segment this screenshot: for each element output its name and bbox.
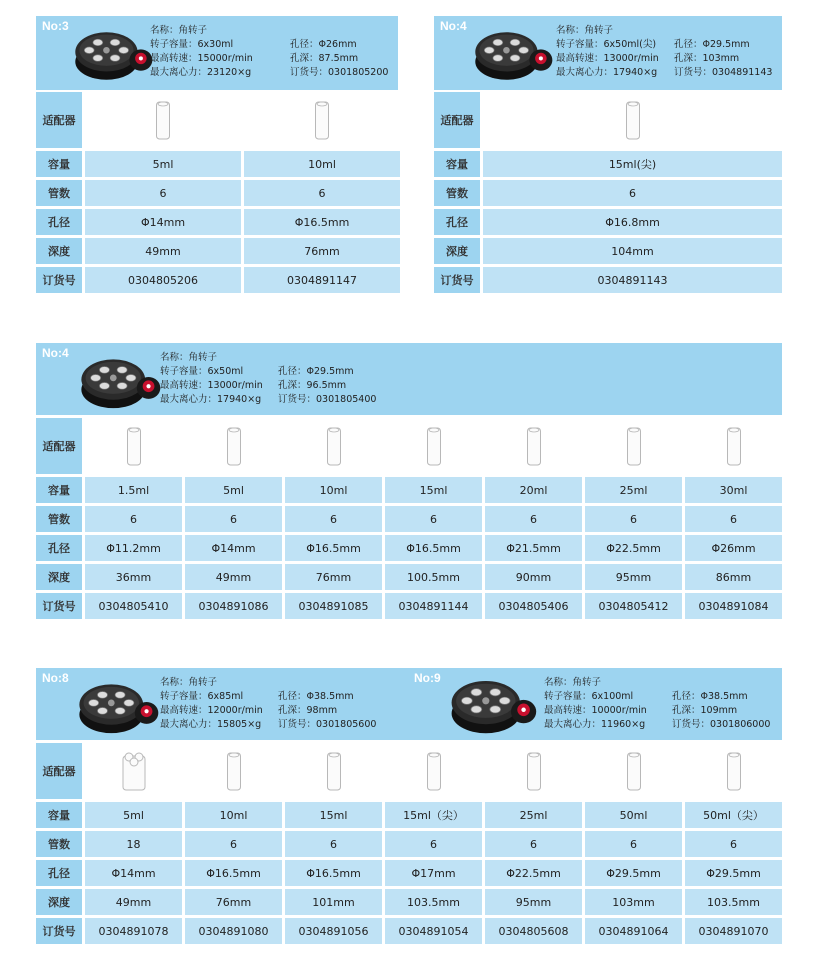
cell-depth: 49mm: [185, 564, 282, 590]
spec-text: 订货号：0301806000: [672, 719, 771, 730]
adapter-tube-icon: [122, 751, 146, 792]
cell-order: 0304891056: [285, 918, 382, 944]
cell-depth: 36mm: [85, 564, 182, 590]
adapter-image: [485, 418, 582, 474]
row-label-order: 订货号: [36, 593, 82, 619]
row-label-bore: 孔径: [36, 535, 82, 561]
cell-depth: 103mm: [585, 889, 682, 915]
row-label-order: 订货号: [434, 267, 480, 293]
rotor-number: No:9: [414, 671, 441, 685]
adapter-tube-icon: [625, 100, 641, 141]
spec-text: 名称：角转子: [160, 352, 218, 363]
row-label-order: 订货号: [36, 267, 82, 293]
cell-bore: Φ17mm: [385, 860, 482, 886]
row-label-adapter: 适配器: [36, 92, 82, 148]
cell-order: 0304891147: [244, 267, 400, 293]
spec-text: 名称：角转子: [544, 677, 602, 688]
cell-depth: 86mm: [685, 564, 782, 590]
cell-capacity: 15ml: [385, 477, 482, 503]
cell-bore: Φ14mm: [185, 535, 282, 561]
cell-bore: Φ22.5mm: [585, 535, 682, 561]
cell-order: 0304805206: [85, 267, 241, 293]
row-label-depth: 深度: [36, 889, 82, 915]
spec-text: 孔深：96.5mm: [278, 380, 347, 391]
adapter-image: [385, 743, 482, 799]
cell-capacity: 25ml: [485, 802, 582, 828]
spec-text: 最大离心力：23120×g: [150, 67, 252, 78]
rotor-number: No:4: [440, 19, 467, 33]
rotor-number: No:4: [42, 346, 69, 360]
spec-text: 孔径：Φ26mm: [290, 39, 357, 50]
cell-capacity: 15ml(尖): [483, 151, 782, 177]
spec-text: 孔径：Φ38.5mm: [672, 691, 748, 702]
rotor-header: [36, 343, 782, 415]
cell-bore: Φ11.2mm: [85, 535, 182, 561]
spec-text: 转子容量：6x100ml: [544, 691, 634, 702]
cell-order: 0304891144: [385, 593, 482, 619]
row-label-count: 管数: [36, 180, 82, 206]
cell-order: 0304891054: [385, 918, 482, 944]
row-label-order: 订货号: [36, 918, 82, 944]
spec-text: 孔径：Φ29.5mm: [674, 39, 750, 50]
cell-order: 0304805412: [585, 593, 682, 619]
cell-bore: Φ14mm: [85, 860, 182, 886]
row-label-capacity: 容量: [434, 151, 480, 177]
row-label-capacity: 容量: [36, 802, 82, 828]
spec-text: 最大离心力：17940×g: [160, 394, 262, 405]
cell-capacity: 50ml: [585, 802, 682, 828]
cell-count: 6: [385, 831, 482, 857]
rotor-icon: [448, 672, 538, 737]
cell-order: 0304891085: [285, 593, 382, 619]
rotor-icon: [72, 24, 154, 83]
row-label-capacity: 容量: [36, 151, 82, 177]
cell-count: 6: [244, 180, 400, 206]
row-label-adapter: 适配器: [36, 743, 82, 799]
row-label-bore: 孔径: [36, 860, 82, 886]
cell-depth: 49mm: [85, 238, 241, 264]
cell-capacity: 15ml（尖）: [385, 802, 482, 828]
adapter-image: [685, 743, 782, 799]
adapter-image: [585, 418, 682, 474]
spec-text: 名称：角转子: [150, 25, 208, 36]
adapter-image: [485, 743, 582, 799]
spec-text: 孔深：87.5mm: [290, 53, 359, 64]
cell-count: 6: [85, 506, 182, 532]
spec-text: 名称：角转子: [160, 677, 218, 688]
row-label-count: 管数: [36, 506, 82, 532]
cell-order: 0304805410: [85, 593, 182, 619]
cell-capacity: 30ml: [685, 477, 782, 503]
rotor-header: [36, 16, 398, 90]
cell-capacity: 25ml: [585, 477, 682, 503]
cell-order: 0304805608: [485, 918, 582, 944]
spec-text: 最大离心力：17940×g: [556, 67, 658, 78]
spec-text: 最高转速：13000r/min: [556, 53, 659, 64]
row-label-depth: 深度: [36, 238, 82, 264]
spec-text: 孔径：Φ29.5mm: [278, 366, 354, 377]
cell-capacity: 5ml: [85, 802, 182, 828]
cell-depth: 76mm: [285, 564, 382, 590]
cell-depth: 101mm: [285, 889, 382, 915]
spec-text: 最高转速：15000r/min: [150, 53, 253, 64]
adapter-image: [85, 92, 241, 148]
cell-order: 0304805406: [485, 593, 582, 619]
cell-bore: Φ22.5mm: [485, 860, 582, 886]
spec-text: 最高转速：10000r/min: [544, 705, 647, 716]
cell-count: 6: [85, 180, 241, 206]
cell-depth: 76mm: [244, 238, 400, 264]
adapter-tube-icon: [226, 751, 242, 792]
cell-depth: 76mm: [185, 889, 282, 915]
adapter-tube-icon: [626, 751, 642, 792]
adapter-image: [685, 418, 782, 474]
rotor-header: [408, 668, 782, 740]
spec-text: 最高转速：13000r/min: [160, 380, 263, 391]
spec-text: 订货号：0301805600: [278, 719, 377, 730]
spec-text: 转子容量：6x85ml: [160, 691, 244, 702]
adapter-image: [185, 418, 282, 474]
cell-capacity: 15ml: [285, 802, 382, 828]
cell-depth: 104mm: [483, 238, 782, 264]
cell-order: 0304891086: [185, 593, 282, 619]
adapter-tube-icon: [526, 751, 542, 792]
adapter-tube-icon: [226, 426, 242, 467]
rotor-icon: [472, 24, 554, 83]
adapter-tube-icon: [326, 751, 342, 792]
spec-text: 最大离心力：11960×g: [544, 719, 646, 730]
cell-capacity: 5ml: [85, 151, 241, 177]
row-label-depth: 深度: [434, 238, 480, 264]
adapter-image: [285, 743, 382, 799]
cell-depth: 103.5mm: [685, 889, 782, 915]
adapter-image: [185, 743, 282, 799]
cell-depth: 49mm: [85, 889, 182, 915]
cell-order: 0304891064: [585, 918, 682, 944]
cell-count: 6: [483, 180, 782, 206]
cell-capacity: 10ml: [285, 477, 382, 503]
spec-text: 孔径：Φ38.5mm: [278, 691, 354, 702]
cell-depth: 100.5mm: [385, 564, 482, 590]
cell-depth: 90mm: [485, 564, 582, 590]
spec-text: 转子容量：6x50ml: [160, 366, 244, 377]
cell-count: 6: [485, 506, 582, 532]
cell-bore: Φ26mm: [685, 535, 782, 561]
rotor-header: [434, 16, 782, 90]
cell-order: 0304891080: [185, 918, 282, 944]
spec-text: 转子容量：6x50ml(尖): [556, 39, 657, 50]
adapter-image: [585, 743, 682, 799]
cell-capacity: 10ml: [244, 151, 400, 177]
adapter-image: [285, 418, 382, 474]
cell-count: 6: [485, 831, 582, 857]
spec-text: 孔深：103mm: [674, 53, 740, 64]
cell-bore: Φ21.5mm: [485, 535, 582, 561]
row-label-count: 管数: [434, 180, 480, 206]
adapter-tube-icon: [426, 426, 442, 467]
cell-bore: Φ16.5mm: [385, 535, 482, 561]
row-label-bore: 孔径: [434, 209, 480, 235]
row-label-depth: 深度: [36, 564, 82, 590]
rotor-number: No:8: [42, 671, 69, 685]
cell-bore: Φ29.5mm: [585, 860, 682, 886]
spec-text: 孔深：109mm: [672, 705, 738, 716]
cell-count: 6: [585, 506, 682, 532]
cell-bore: Φ16.5mm: [285, 860, 382, 886]
row-label-adapter: 适配器: [36, 418, 82, 474]
adapter-tube-icon: [314, 100, 330, 141]
cell-bore: Φ16.5mm: [285, 535, 382, 561]
cell-order: 0304891070: [685, 918, 782, 944]
cell-depth: 103.5mm: [385, 889, 482, 915]
cell-bore: Φ16.5mm: [185, 860, 282, 886]
cell-count: 6: [185, 831, 282, 857]
adapter-tube-icon: [326, 426, 342, 467]
adapter-tube-icon: [126, 426, 142, 467]
cell-bore: Φ29.5mm: [685, 860, 782, 886]
adapter-image: [385, 418, 482, 474]
row-label-adapter: 适配器: [434, 92, 480, 148]
cell-bore: Φ14mm: [85, 209, 241, 235]
adapter-tube-icon: [526, 426, 542, 467]
rotor-icon: [78, 351, 162, 411]
adapter-image: [244, 92, 400, 148]
adapter-tube-icon: [626, 426, 642, 467]
cell-count: 6: [685, 831, 782, 857]
cell-bore: Φ16.8mm: [483, 209, 782, 235]
cell-capacity: 5ml: [185, 477, 282, 503]
adapter-tube-icon: [155, 100, 171, 141]
cell-count: 6: [185, 506, 282, 532]
cell-count: 6: [285, 506, 382, 532]
cell-order: 0304891143: [483, 267, 782, 293]
adapter-image: [85, 418, 182, 474]
row-label-bore: 孔径: [36, 209, 82, 235]
cell-capacity: 50ml（尖）: [685, 802, 782, 828]
spec-text: 最高转速：12000r/min: [160, 705, 263, 716]
cell-bore: Φ16.5mm: [244, 209, 400, 235]
cell-count: 6: [385, 506, 482, 532]
rotor-number: No:3: [42, 19, 69, 33]
spec-text: 订货号：0304891143: [674, 67, 773, 78]
adapter-image: [85, 743, 182, 799]
spec-text: 订货号：0301805400: [278, 394, 377, 405]
cell-capacity: 1.5ml: [85, 477, 182, 503]
rotor-icon: [76, 676, 160, 736]
adapter-image: [483, 92, 782, 148]
cell-capacity: 10ml: [185, 802, 282, 828]
spec-text: 订货号：0301805200: [290, 67, 389, 78]
cell-order: 0304891084: [685, 593, 782, 619]
cell-order: 0304891078: [85, 918, 182, 944]
cell-count: 18: [85, 831, 182, 857]
adapter-tube-icon: [726, 751, 742, 792]
cell-count: 6: [685, 506, 782, 532]
cell-count: 6: [285, 831, 382, 857]
cell-depth: 95mm: [585, 564, 682, 590]
cell-count: 6: [585, 831, 682, 857]
row-label-capacity: 容量: [36, 477, 82, 503]
cell-depth: 95mm: [485, 889, 582, 915]
cell-capacity: 20ml: [485, 477, 582, 503]
rotor-header: [36, 668, 408, 740]
spec-text: 转子容量：6x30ml: [150, 39, 234, 50]
spec-text: 名称：角转子: [556, 25, 614, 36]
spec-text: 孔深：98mm: [278, 705, 338, 716]
row-label-count: 管数: [36, 831, 82, 857]
adapter-tube-icon: [426, 751, 442, 792]
adapter-tube-icon: [726, 426, 742, 467]
spec-text: 最大离心力：15805×g: [160, 719, 262, 730]
